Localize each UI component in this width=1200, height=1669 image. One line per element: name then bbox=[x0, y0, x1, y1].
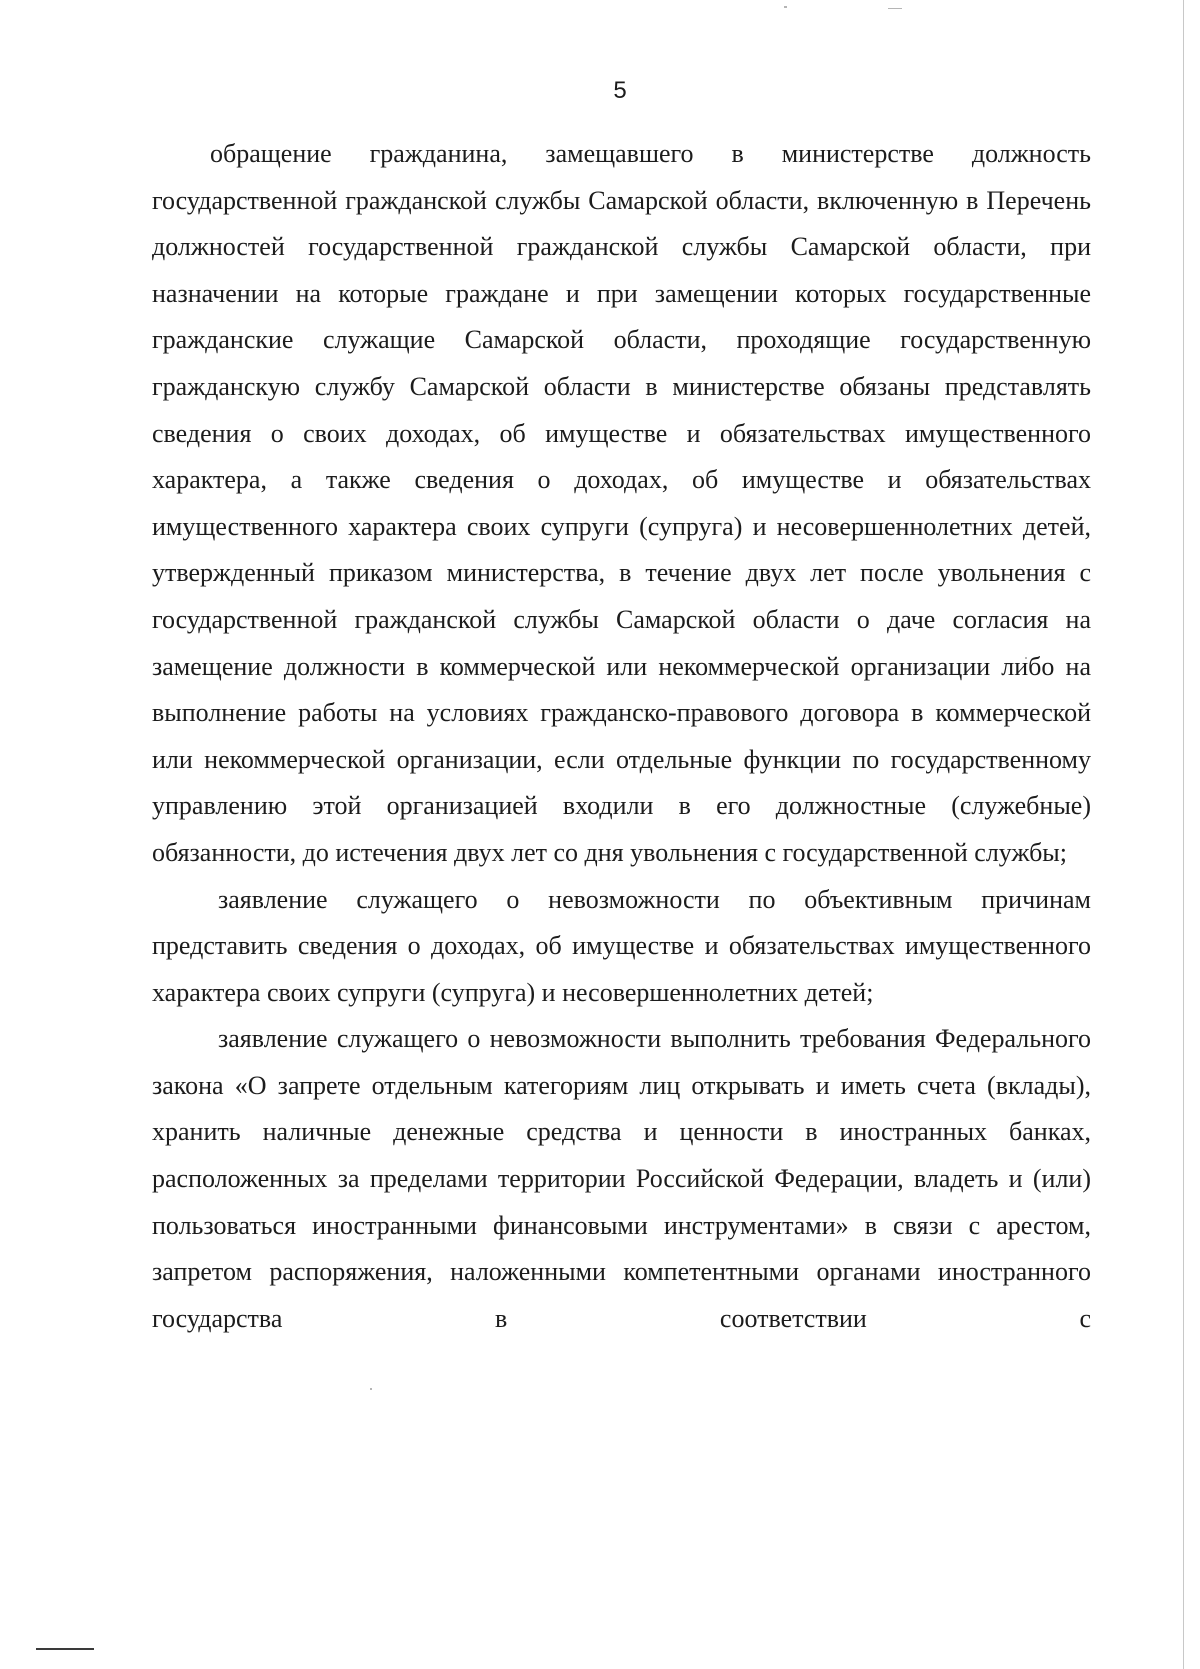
scan-artifact bbox=[784, 6, 787, 8]
scan-artifact bbox=[888, 8, 902, 9]
scan-artifact bbox=[370, 1388, 372, 1390]
paragraph-continuation: обращение гражданина, замещавшего в министерстве должность государственной гражданской службы Самарской области, включенную в Перечень должностей государственной гражданской службы Самарской области, при назначении на которые граждане и при замещении которых государственные гражданские служащие Самарской области, проходящие государственную гражданскую службу Самарской области в министерстве обязаны представлять сведения о своих доходах, об имуществе и обязательствах имущественного характера, а также сведения о доходах, об имуществе и обязательствах имущественного характера своих супруги (супруга) и несовершеннолетних детей, утвержденный приказом министерства, в течение двух лет после увольнения с государственной гражданской службы Самарской области о даче согласия на замещение должности в коммерческой или некоммерческой организации либо на выполнение работы на условиях гражданско-правового договора в коммерческой или некоммерческой организации, если отдельные функции по государственному управлению этой организацией входили в его должностные (служебные) обязанности, до истечения двух лет со дня увольнения с государственной службы; bbox=[152, 139, 1091, 867]
paragraph-statement-objective-reasons: заявление служащего о невозможности по объективным причинам представить сведения о доходах, об имуществе и обязательствах имущественного характера своих супруги (супруга) и несовершеннолетних детей; bbox=[152, 884, 1091, 1007]
page-number: 5 bbox=[613, 77, 627, 104]
document-body bbox=[152, 131, 1091, 1342]
page-edge-shadow bbox=[1183, 0, 1184, 1669]
footer-rule bbox=[36, 1648, 94, 1650]
paragraph-statement-federal-law: заявление служащего о невозможности выполнить требования Федерального закона «О запрете отдельным категориям лиц открывать и иметь счета (вклады), хранить наличные денежные средства и ценности в иностранных банках, расположенных за пределами территории Российской Федерации, владеть и (или) пользоваться иностранными финансовыми инструментами» в связи с арестом, запретом распоряжения, наложенными компетентными органами иностранного государства в соответствии с bbox=[152, 1024, 1091, 1333]
